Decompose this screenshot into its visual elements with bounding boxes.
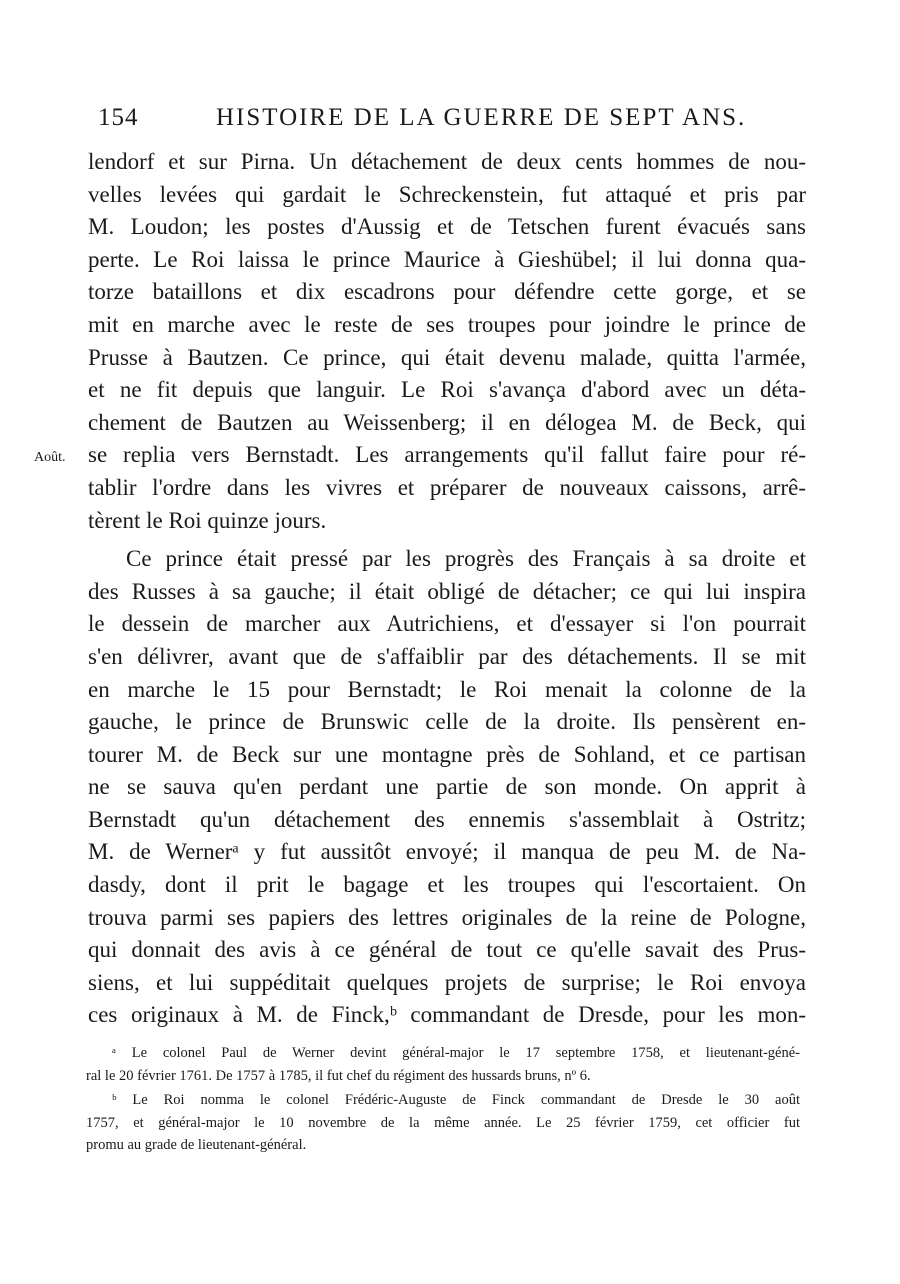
text-line: le dessein de marcher aux Autrichiens, et d'essayer si l'on pourrait [88,611,806,637]
text-line: des Russes à sa gauche; il était obligé de détacher; ce qui lui inspira [88,578,806,604]
text-line: siens, et lui suppéditait quelques projets de surprise; le Roi envoya [88,969,806,995]
text-line: perte. Le Roi laissa le prince Maurice à Gieshübel; il lui donna qua- [88,246,806,272]
text-line: dasdy, dont il prit le bagage et les troupes qui l'escortaient. On [88,872,806,898]
text-line: ne se sauva qu'en perdant une partie de son monde. On apprit à [88,774,806,800]
footnotes [86,1042,800,1157]
footnote-line: ᵇ Le Roi nomma le colonel Frédéric-Auguste de Finck commandant de Dresde le 30 août [112,1092,800,1108]
body-text [88,146,806,1032]
text-line: tourer M. de Beck sur une montagne près de Sohland, et ce partisan [88,741,806,767]
text-line: en marche le 15 pour Bernstadt; le Roi menait la colonne de la [88,676,806,702]
text-line: M. Loudon; les postes d'Aussig et de Tetschen furent évacués sans [88,214,806,240]
text-line: ces originaux à M. de Finck,ᵇ commandant de Dresde, pour les mon- [88,1002,806,1028]
text-line: lendorf et sur Pirna. Un détachement de deux cents hommes de nou- [88,149,806,174]
running-title: HISTOIRE DE LA GUERRE DE SEPT ANS. [216,104,747,131]
margin-note-date: Août. [34,450,66,465]
paragraph-2 [88,543,806,1032]
text-line: trouva parmi ses papiers des lettres originales de la reine de Pologne, [88,904,806,930]
text-line: Ce prince était pressé par les progrès des Français à sa droite et [126,546,806,572]
text-line: s'en délivrer, avant que de s'affaiblir par des détachements. Il se mit [88,643,806,669]
text-line: mit en marche avec le reste de ses troupes pour joindre le prince de [88,311,806,337]
text-line: M. de Wernerᵃ y fut aussitôt envoyé; il manqua de peu M. de Na- [88,839,806,865]
footnote-line: ral le 20 février 1761. De 1757 à 1785, il fut chef du régiment des hussards bruns, nº 6. [86,1067,591,1084]
footnote-line: promu au grade de lieutenant-général. [86,1137,307,1153]
page-number: 154 [98,104,139,131]
text-line: tablir l'ordre dans les vivres et préparer de nouveaux caissons, arrê- [88,474,806,500]
running-head [98,104,798,138]
text-line: chement de Bautzen au Weissenberg; il en délogea M. de Beck, qui [88,409,806,435]
footnote-a [86,1042,800,1087]
footnote-line: 1757, et général-major le 10 novembre de la même année. Le 25 février 1759, cet officier fut [86,1114,800,1131]
paragraph-1 [88,146,806,537]
text-line: velles levées qui gardait le Schreckenstein, fut attaqué et pris par [88,181,806,207]
text-line: tèrent le Roi quinze jours. [88,507,327,533]
text-line: se replia vers Bernstadt. Les arrangements qu'il fallut faire pour ré- [88,442,806,468]
footnote-b [86,1089,800,1157]
text-line: Prusse à Bautzen. Ce prince, qui était devenu malade, quitta l'armée, [88,344,806,370]
text-line: qui donnait des avis à ce général de tout ce qu'elle savait des Prus- [88,937,806,963]
text-line: Bernstadt qu'un détachement des ennemis s'assemblait à Ostritz; [88,806,806,832]
text-line: gauche, le prince de Brunswic celle de la droite. Ils pensèrent en- [88,709,806,735]
text-line: torze bataillons et dix escadrons pour défendre cette gorge, et se [88,279,806,305]
text-line: et ne fit depuis que languir. Le Roi s'avança d'abord avec un déta- [88,377,806,403]
footnote-line: ᵃ Le colonel Paul de Werner devint général-major le 17 septembre 1758, et lieutenant-géné- [112,1045,800,1061]
